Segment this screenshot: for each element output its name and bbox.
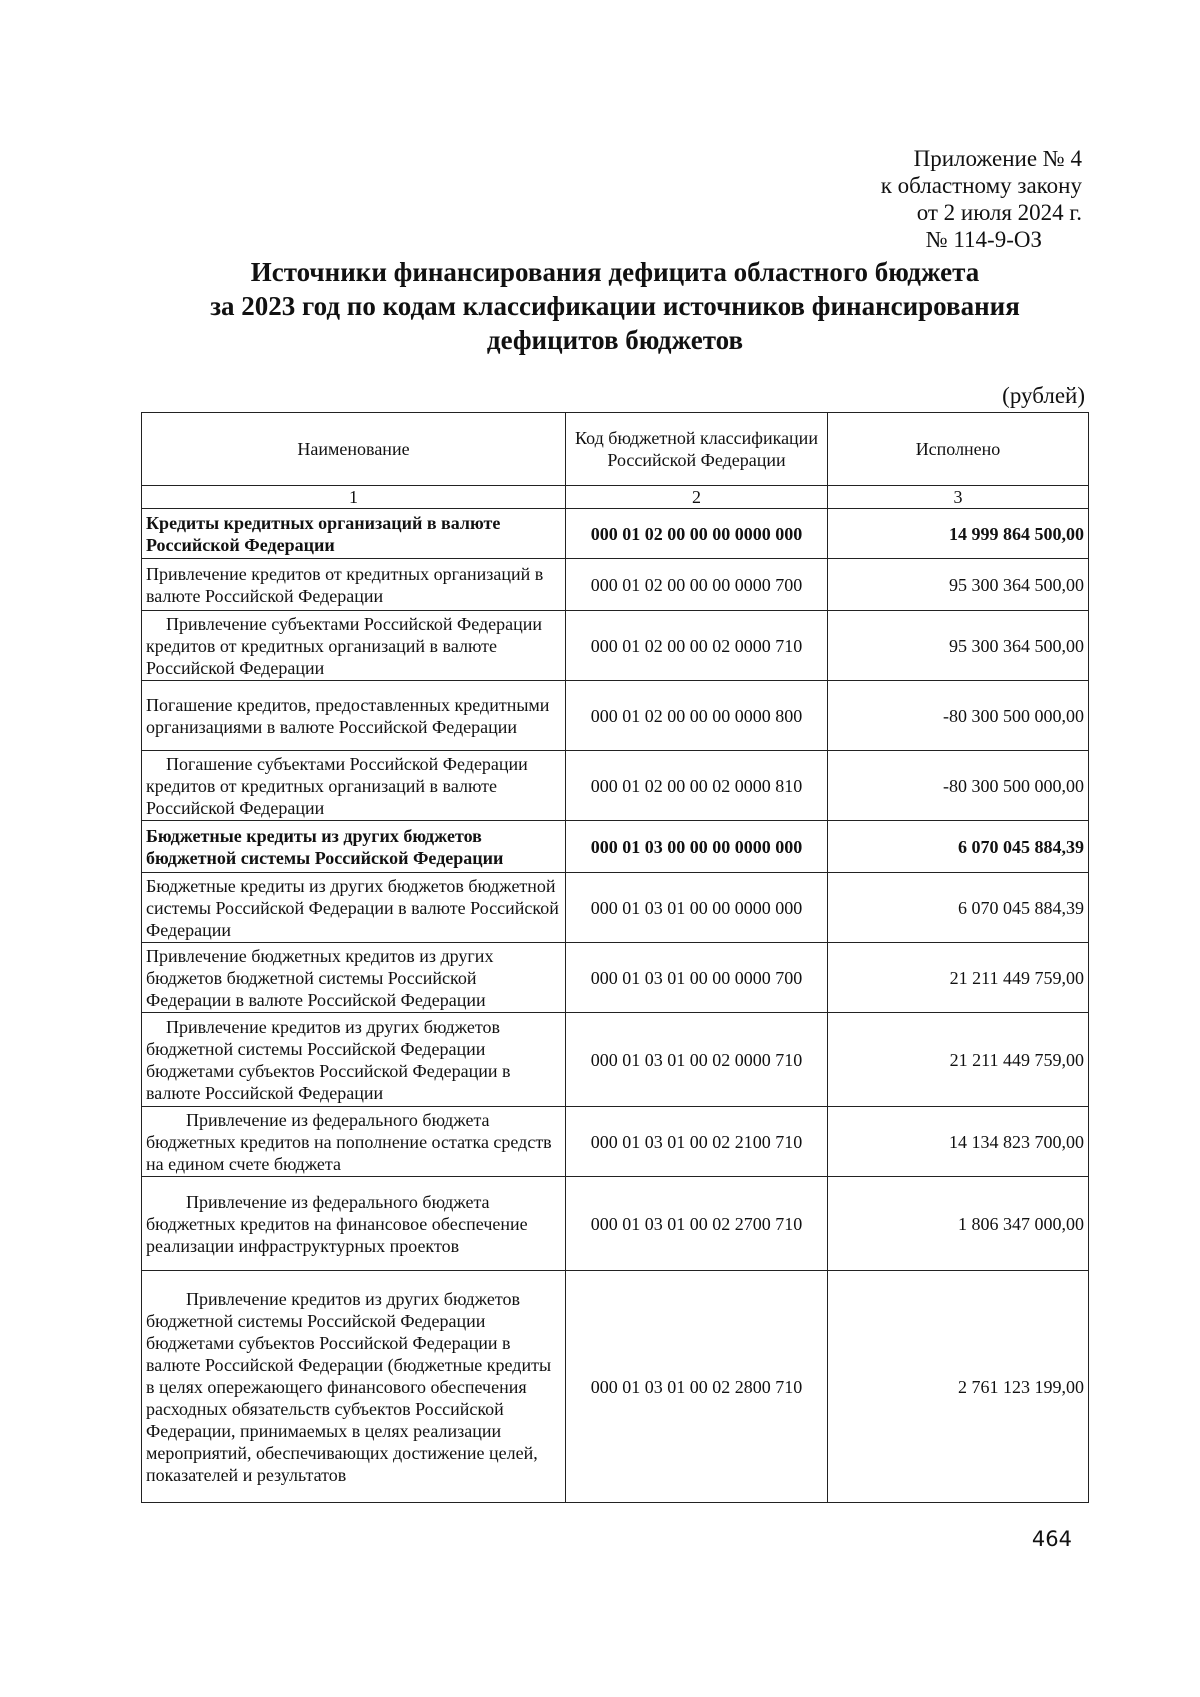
- row-name: Привлечение из федерального бюджета бюджетных кредитов на пополнение остатка средств на едином счете бюджета: [142, 1107, 566, 1177]
- header-name: Наименование: [142, 413, 566, 486]
- units-label: (рублей): [1002, 383, 1085, 408]
- appendix-line: от 2 июля 2024 г.: [916, 200, 1082, 225]
- row-value: 2 761 123 199,00: [828, 1271, 1089, 1503]
- row-value: 14 999 864 500,00: [828, 509, 1089, 559]
- row-code: 000 01 02 00 00 02 0000 710: [566, 611, 828, 681]
- financing-sources-table: [141, 412, 1089, 1503]
- row-value: 21 211 449 759,00: [828, 943, 1089, 1013]
- table-row: [142, 559, 1089, 611]
- row-name: Погашение субъектами Российской Федерации кредитов от кредитных организаций в валюте Российской Федерации: [142, 751, 566, 821]
- table-row: [142, 509, 1089, 559]
- row-value: 14 134 823 700,00: [828, 1107, 1089, 1177]
- table-row: [142, 873, 1089, 943]
- row-value: 95 300 364 500,00: [828, 611, 1089, 681]
- appendix-line: к областному закону: [880, 173, 1082, 198]
- row-name: Привлечение кредитов от кредитных организаций в валюте Российской Федерации: [142, 559, 566, 611]
- title-line: Источники финансирования дефицита областного бюджета: [250, 257, 980, 287]
- row-code: 000 01 03 01 00 00 0000 000: [566, 873, 828, 943]
- row-code: 000 01 02 00 00 02 0000 810: [566, 751, 828, 821]
- column-number: 2: [566, 486, 828, 509]
- row-name: Привлечение кредитов из других бюджетов бюджетной системы Российской Федерации бюджетами субъектов Российской Федерации в валюте Российской Федерации (бюджетные кредиты в целях опережающего финансового обеспечения расходных обязательств субъектов Российской Федерации, принимаемых в целях реализации мероприятий, обеспечивающих достижение целей, показателей и результатов: [142, 1271, 566, 1503]
- row-code: 000 01 03 01 00 02 2800 710: [566, 1271, 828, 1503]
- column-number: 3: [828, 486, 1089, 509]
- page-number: 464: [1031, 1527, 1072, 1551]
- row-code: 000 01 03 01 00 02 2100 710: [566, 1107, 828, 1177]
- row-name: Привлечение бюджетных кредитов из других бюджетов бюджетной системы Российской Федерации в валюте Российской Федерации: [142, 943, 566, 1013]
- row-code: 000 01 03 01 00 00 0000 700: [566, 943, 828, 1013]
- row-value: -80 300 500 000,00: [828, 681, 1089, 751]
- table-row: [142, 751, 1089, 821]
- table-row: [142, 611, 1089, 681]
- row-name: Бюджетные кредиты из других бюджетов бюджетной системы Российской Федерации: [142, 821, 566, 873]
- row-name: Привлечение кредитов из других бюджетов бюджетной системы Российской Федерации бюджетами субъектов Российской Федерации в валюте Российской Федерации: [142, 1013, 566, 1107]
- appendix-line: № 114-9-ОЗ: [925, 227, 1042, 252]
- row-value: 95 300 364 500,00: [828, 559, 1089, 611]
- row-code: 000 01 03 00 00 00 0000 000: [566, 821, 828, 873]
- row-code: 000 01 02 00 00 00 0000 000: [566, 509, 828, 559]
- table-row: [142, 821, 1089, 873]
- table-row: [142, 681, 1089, 751]
- table-row: [142, 1271, 1089, 1503]
- row-name: Привлечение субъектами Российской Федерации кредитов от кредитных организаций в валюте Российской Федерации: [142, 611, 566, 681]
- row-code: 000 01 02 00 00 00 0000 700: [566, 559, 828, 611]
- row-code: 000 01 03 01 00 02 0000 710: [566, 1013, 828, 1107]
- table-header-row: [142, 413, 1089, 486]
- row-code: 000 01 02 00 00 00 0000 800: [566, 681, 828, 751]
- row-value: 1 806 347 000,00: [828, 1177, 1089, 1271]
- column-number-row: [142, 486, 1089, 509]
- row-value: -80 300 500 000,00: [828, 751, 1089, 821]
- table-row: [142, 1013, 1089, 1107]
- document-title: [120, 255, 1110, 357]
- title-line: за 2023 год по кодам классификации источников финансирования: [210, 291, 1020, 321]
- row-value: 6 070 045 884,39: [828, 873, 1089, 943]
- header-code: Код бюджетной классификации Российской Федерации: [566, 413, 828, 486]
- table-row: [142, 1177, 1089, 1271]
- appendix-line: Приложение № 4: [913, 146, 1082, 171]
- header-value: Исполнено: [828, 413, 1089, 486]
- table-row: [142, 943, 1089, 1013]
- title-line: дефицитов бюджетов: [486, 325, 744, 355]
- row-value: 6 070 045 884,39: [828, 821, 1089, 873]
- table-row: [142, 1107, 1089, 1177]
- appendix-note: [782, 145, 1082, 253]
- row-name: Погашение кредитов, предоставленных кредитными организациями в валюте Российской Федерации: [142, 681, 566, 751]
- row-value: 21 211 449 759,00: [828, 1013, 1089, 1107]
- row-code: 000 01 03 01 00 02 2700 710: [566, 1177, 828, 1271]
- column-number: 1: [142, 486, 566, 509]
- row-name: Кредиты кредитных организаций в валюте Российской Федерации: [142, 509, 566, 559]
- row-name: Привлечение из федерального бюджета бюджетных кредитов на финансовое обеспечение реализации инфраструктурных проектов: [142, 1177, 566, 1271]
- row-name: Бюджетные кредиты из других бюджетов бюджетной системы Российской Федерации в валюте Российской Федерации: [142, 873, 566, 943]
